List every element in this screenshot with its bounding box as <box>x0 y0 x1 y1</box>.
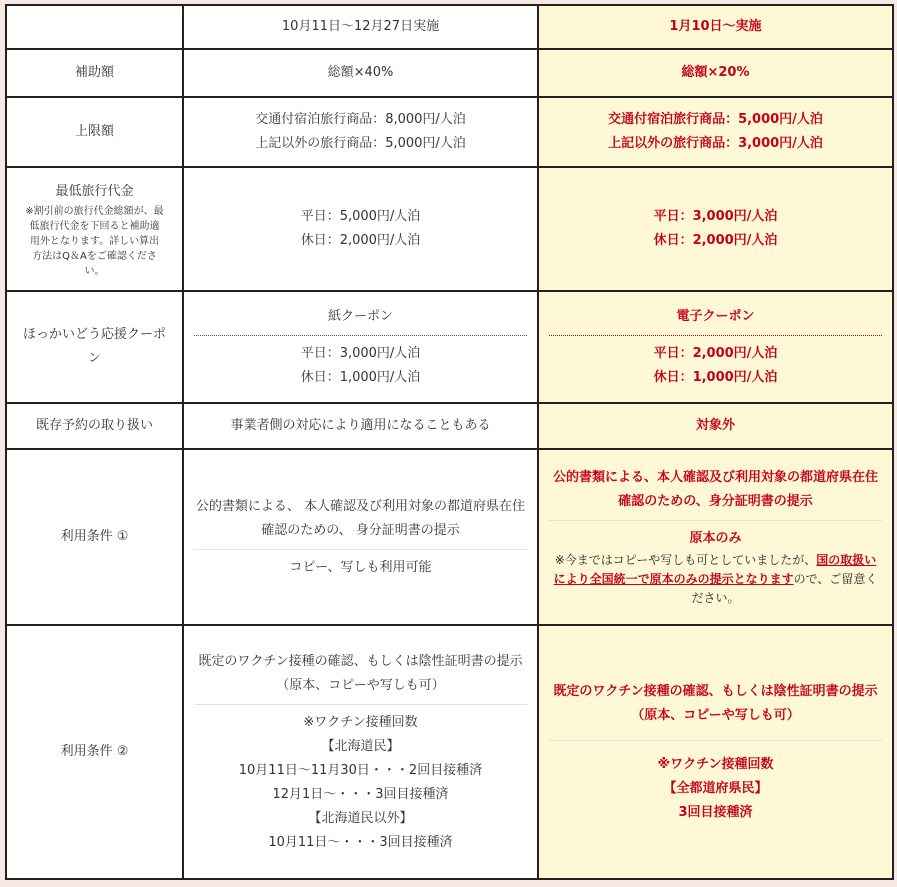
min-price-new-line: 休日：2,000円/人泊 <box>653 233 778 248</box>
min-price-new <box>538 167 893 291</box>
condition2-old-line: 12月1日～・・・3回目接種済 <box>272 786 449 802</box>
min-price-old <box>183 167 538 291</box>
subsidy-new: 総額×20% <box>538 49 893 97</box>
condition2-old-line: 【北海道民以外】 <box>308 810 413 826</box>
condition2-old-paren: （原本、コピーや写しも可） <box>276 677 445 693</box>
min-price-old-line: 平日：5,000円/人泊 <box>300 209 421 224</box>
condition1-old <box>183 449 538 625</box>
divider <box>549 740 882 741</box>
dotted-divider <box>194 335 527 336</box>
existing-new: 対象外 <box>538 403 893 449</box>
coupon-new-line: 平日：2,000円/人泊 <box>653 345 778 361</box>
condition2-new <box>538 625 893 879</box>
note-text: ので、ご留意ください。 <box>691 572 878 605</box>
condition2-new-main: 既定のワクチン接種の確認、もしくは陰性証明書の提示 <box>553 683 878 699</box>
comparison-table <box>5 4 894 880</box>
subsidy-row <box>6 49 893 97</box>
comparison-table-wrapper <box>5 4 894 880</box>
coupon-old-type: 紙クーポン <box>327 308 393 324</box>
header-empty-cell <box>6 5 183 49</box>
condition1-new-note <box>549 551 882 608</box>
min-price-label: 最低旅行代金 <box>55 183 134 199</box>
min-price-new-line: 平日：3,000円/人泊 <box>653 209 778 224</box>
divider <box>194 549 527 550</box>
note-text: ※今まではコピーや写しも可としていましたが、 <box>554 553 817 567</box>
condition1-old-main: 公的書類による、 本人確認及び利用対象の都道府県在住確認のための、 身分証明書の提示 <box>195 498 526 538</box>
min-price-note: ※割引前の旅行代金総額が、最低旅行代金を下回ると補助適用外となります。詳しい算出方法はQ＆Aをご確認ください。 <box>25 205 164 277</box>
cap-new <box>538 97 893 167</box>
cap-label: 上限額 <box>6 97 183 167</box>
divider <box>549 520 882 521</box>
condition1-new-main: 公的書類による、本人確認及び利用対象の都道府県在住確認のための、身分証明書の提示 <box>552 470 878 509</box>
condition2-new-line: ※ワクチン接種回数 <box>657 756 774 772</box>
existing-label: 既存予約の取り扱い <box>6 403 183 449</box>
divider <box>194 704 527 705</box>
coupon-old-line: 平日：3,000円/人泊 <box>300 345 421 361</box>
condition1-new <box>538 449 893 625</box>
header-row <box>6 5 893 49</box>
existing-row <box>6 403 893 449</box>
note-link[interactable]: 国の取扱いにより全国統一で原本のみの提示となります <box>553 553 877 586</box>
min-price-label-cell <box>6 167 183 291</box>
header-period-new: 1月10日～実施 <box>538 5 893 49</box>
condition2-label: 利用条件 ② <box>6 625 183 879</box>
condition2-old <box>183 625 538 879</box>
cap-old <box>183 97 538 167</box>
cap-row <box>6 97 893 167</box>
coupon-new-line: 休日：1,000円/人泊 <box>653 369 778 385</box>
condition2-new-line: 3回目接種済 <box>678 804 753 820</box>
condition2-new-line: 【全都道府県民】 <box>663 780 768 796</box>
condition1-label: 利用条件 ① <box>6 449 183 625</box>
condition2-old-line: 10月11日～11月30日・・・2回目接種済 <box>238 762 483 778</box>
condition2-row <box>6 625 893 879</box>
coupon-old <box>183 291 538 403</box>
dotted-divider <box>549 335 882 336</box>
cap-old-line: 上記以外の旅行商品：5,000円/人泊 <box>255 136 466 151</box>
coupon-old-line: 休日：1,000円/人泊 <box>300 369 421 385</box>
condition1-new-sub-title: 原本のみ <box>689 531 742 546</box>
subsidy-old: 総額×40% <box>183 49 538 97</box>
cap-new-line: 上記以外の旅行商品：3,000円/人泊 <box>608 136 823 151</box>
condition2-old-main: 既定のワクチン接種の確認、もしくは陰性証明書の提示 <box>198 653 523 669</box>
condition1-row <box>6 449 893 625</box>
condition2-old-line: 10月11日～・・・3回目接種済 <box>268 834 453 850</box>
coupon-new-type: 電子クーポン <box>676 308 755 324</box>
cap-old-line: 交通付宿泊旅行商品：8,000円/人泊 <box>255 112 466 127</box>
coupon-row <box>6 291 893 403</box>
existing-old: 事業者側の対応により適用になることもある <box>183 403 538 449</box>
condition2-new-paren: （原本、コピーや写しも可） <box>631 707 800 723</box>
min-price-row <box>6 167 893 291</box>
min-price-old-line: 休日：2,000円/人泊 <box>300 233 421 248</box>
condition2-old-line: 【北海道民】 <box>321 738 400 754</box>
cap-new-line: 交通付宿泊旅行商品：5,000円/人泊 <box>608 112 823 127</box>
condition1-old-sub: コピー、写しも利用可能 <box>289 559 432 575</box>
condition2-old-line: ※ワクチン接種回数 <box>303 714 418 730</box>
subsidy-label: 補助額 <box>6 49 183 97</box>
header-period-old: 10月11日～12月27日実施 <box>183 5 538 49</box>
coupon-label: ほっかいどう応援クーポン <box>6 291 183 403</box>
coupon-new <box>538 291 893 403</box>
